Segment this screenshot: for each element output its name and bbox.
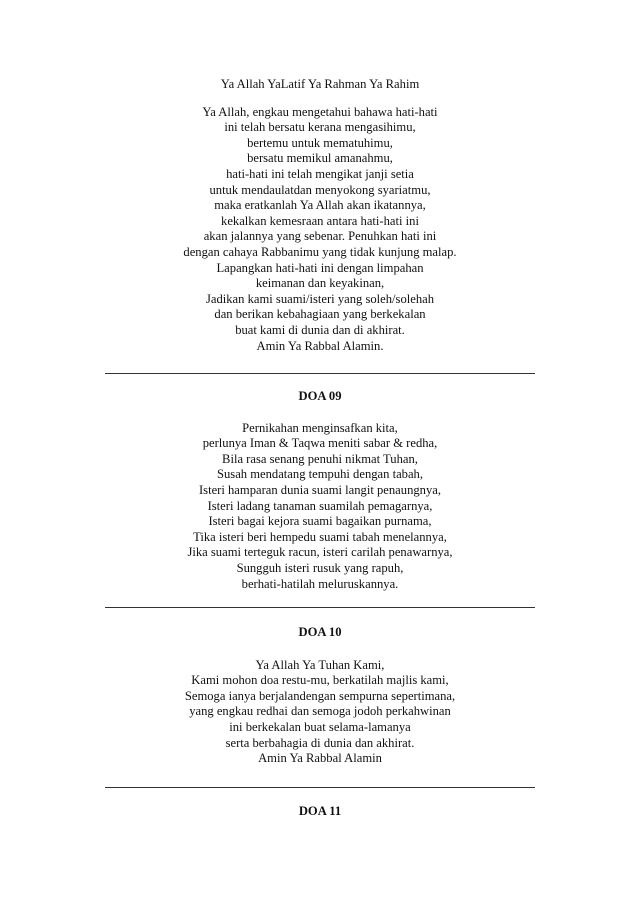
text-line: Ya Allah Ya Tuhan Kami, bbox=[255, 657, 385, 672]
text-line: bersatu memikul amanahmu, bbox=[247, 151, 393, 166]
text-line: maka eratkanlah Ya Allah akan ikatannya, bbox=[214, 198, 426, 213]
text-line: untuk mendaulatdan menyokong syariatmu, bbox=[209, 182, 431, 197]
section-divider bbox=[105, 787, 535, 788]
text-line: Sungguh isteri rusuk yang rapuh, bbox=[236, 560, 404, 575]
text-line: Isteri bagai kejora suami bagaikan purnama, bbox=[208, 514, 432, 529]
text-line: Jika suami terteguk racun, isteri carilah penawarnya, bbox=[187, 545, 453, 560]
text-line: berhati-hatilah meluruskannya. bbox=[241, 576, 399, 591]
text-line: ini telah bersatu kerana mengasihimu, bbox=[224, 120, 416, 135]
text-line: buat kami di dunia dan di akhirat. bbox=[235, 322, 405, 337]
text-line: Ya Allah, engkau mengetahui bahawa hati-hati bbox=[202, 104, 438, 119]
text-line: akan jalannya yang sebenar. Penuhkan hati ini bbox=[203, 229, 437, 244]
text-line: Pernikahan menginsafkan kita, bbox=[242, 420, 398, 435]
text-line: Susah mendatang tempuhi dengan tabah, bbox=[217, 467, 423, 482]
text-line: Bila rasa senang penuhi nikmat Tuhan, bbox=[222, 451, 418, 466]
text-line: serta berbahagia di dunia dan akhirat. bbox=[225, 735, 415, 750]
text-line: Kami mohon doa restu-mu, berkatilah majlis kami, bbox=[191, 673, 449, 688]
text-line: keimanan dan keyakinan, bbox=[255, 276, 385, 291]
text-line: bertemu untuk mematuhimu, bbox=[247, 135, 393, 150]
doa-11-section bbox=[105, 804, 535, 820]
text-line: ini berkekalan buat selama-lamanya bbox=[229, 719, 411, 734]
doa-09-section bbox=[105, 389, 535, 592]
section-heading: DOA 09 bbox=[298, 389, 342, 403]
text-line: Tika isteri beri hempedu suami tabah menelannya, bbox=[193, 529, 447, 544]
text-line: hati-hati ini telah mengikat janji setia bbox=[226, 166, 414, 181]
text-line: dengan cahaya Rabbanimu yang tidak kunjung malap. bbox=[183, 244, 457, 259]
text-line: Semoga ianya berjalandengan sempurna sepertimana, bbox=[184, 688, 456, 703]
text-line: dan berikan kebahagiaan yang berkekalan bbox=[214, 307, 426, 322]
prayer-title: Ya Allah YaLatif Ya Rahman Ya Rahim bbox=[220, 77, 420, 91]
prayer-block-1 bbox=[105, 77, 535, 354]
text-line: Jadikan kami suami/isteri yang soleh/solehah bbox=[205, 291, 435, 306]
section-divider bbox=[105, 373, 535, 374]
section-divider bbox=[105, 607, 535, 608]
text-line: Amin Ya Rabbal Alamin. bbox=[256, 338, 384, 353]
section-heading: DOA 10 bbox=[298, 625, 342, 639]
text-line: Isteri hamparan dunia suami langit penaungnya, bbox=[198, 482, 441, 497]
text-line: Isteri ladang tanaman suamilah pemagarnya, bbox=[207, 498, 433, 513]
section-heading: DOA 11 bbox=[298, 804, 342, 818]
text-line: yang engkau redhai dan semoga jodoh perkahwinan bbox=[189, 704, 451, 719]
text-line: perlunya Iman & Taqwa meniti sabar & redha, bbox=[202, 436, 438, 451]
text-line: Lapangkan hati-hati ini dengan limpahan bbox=[216, 260, 424, 275]
text-line: Amin Ya Rabbal Alamin bbox=[258, 751, 382, 766]
doa-10-section bbox=[105, 625, 535, 767]
text-line: kekalkan kemesraan antara hati-hati ini bbox=[221, 213, 419, 228]
